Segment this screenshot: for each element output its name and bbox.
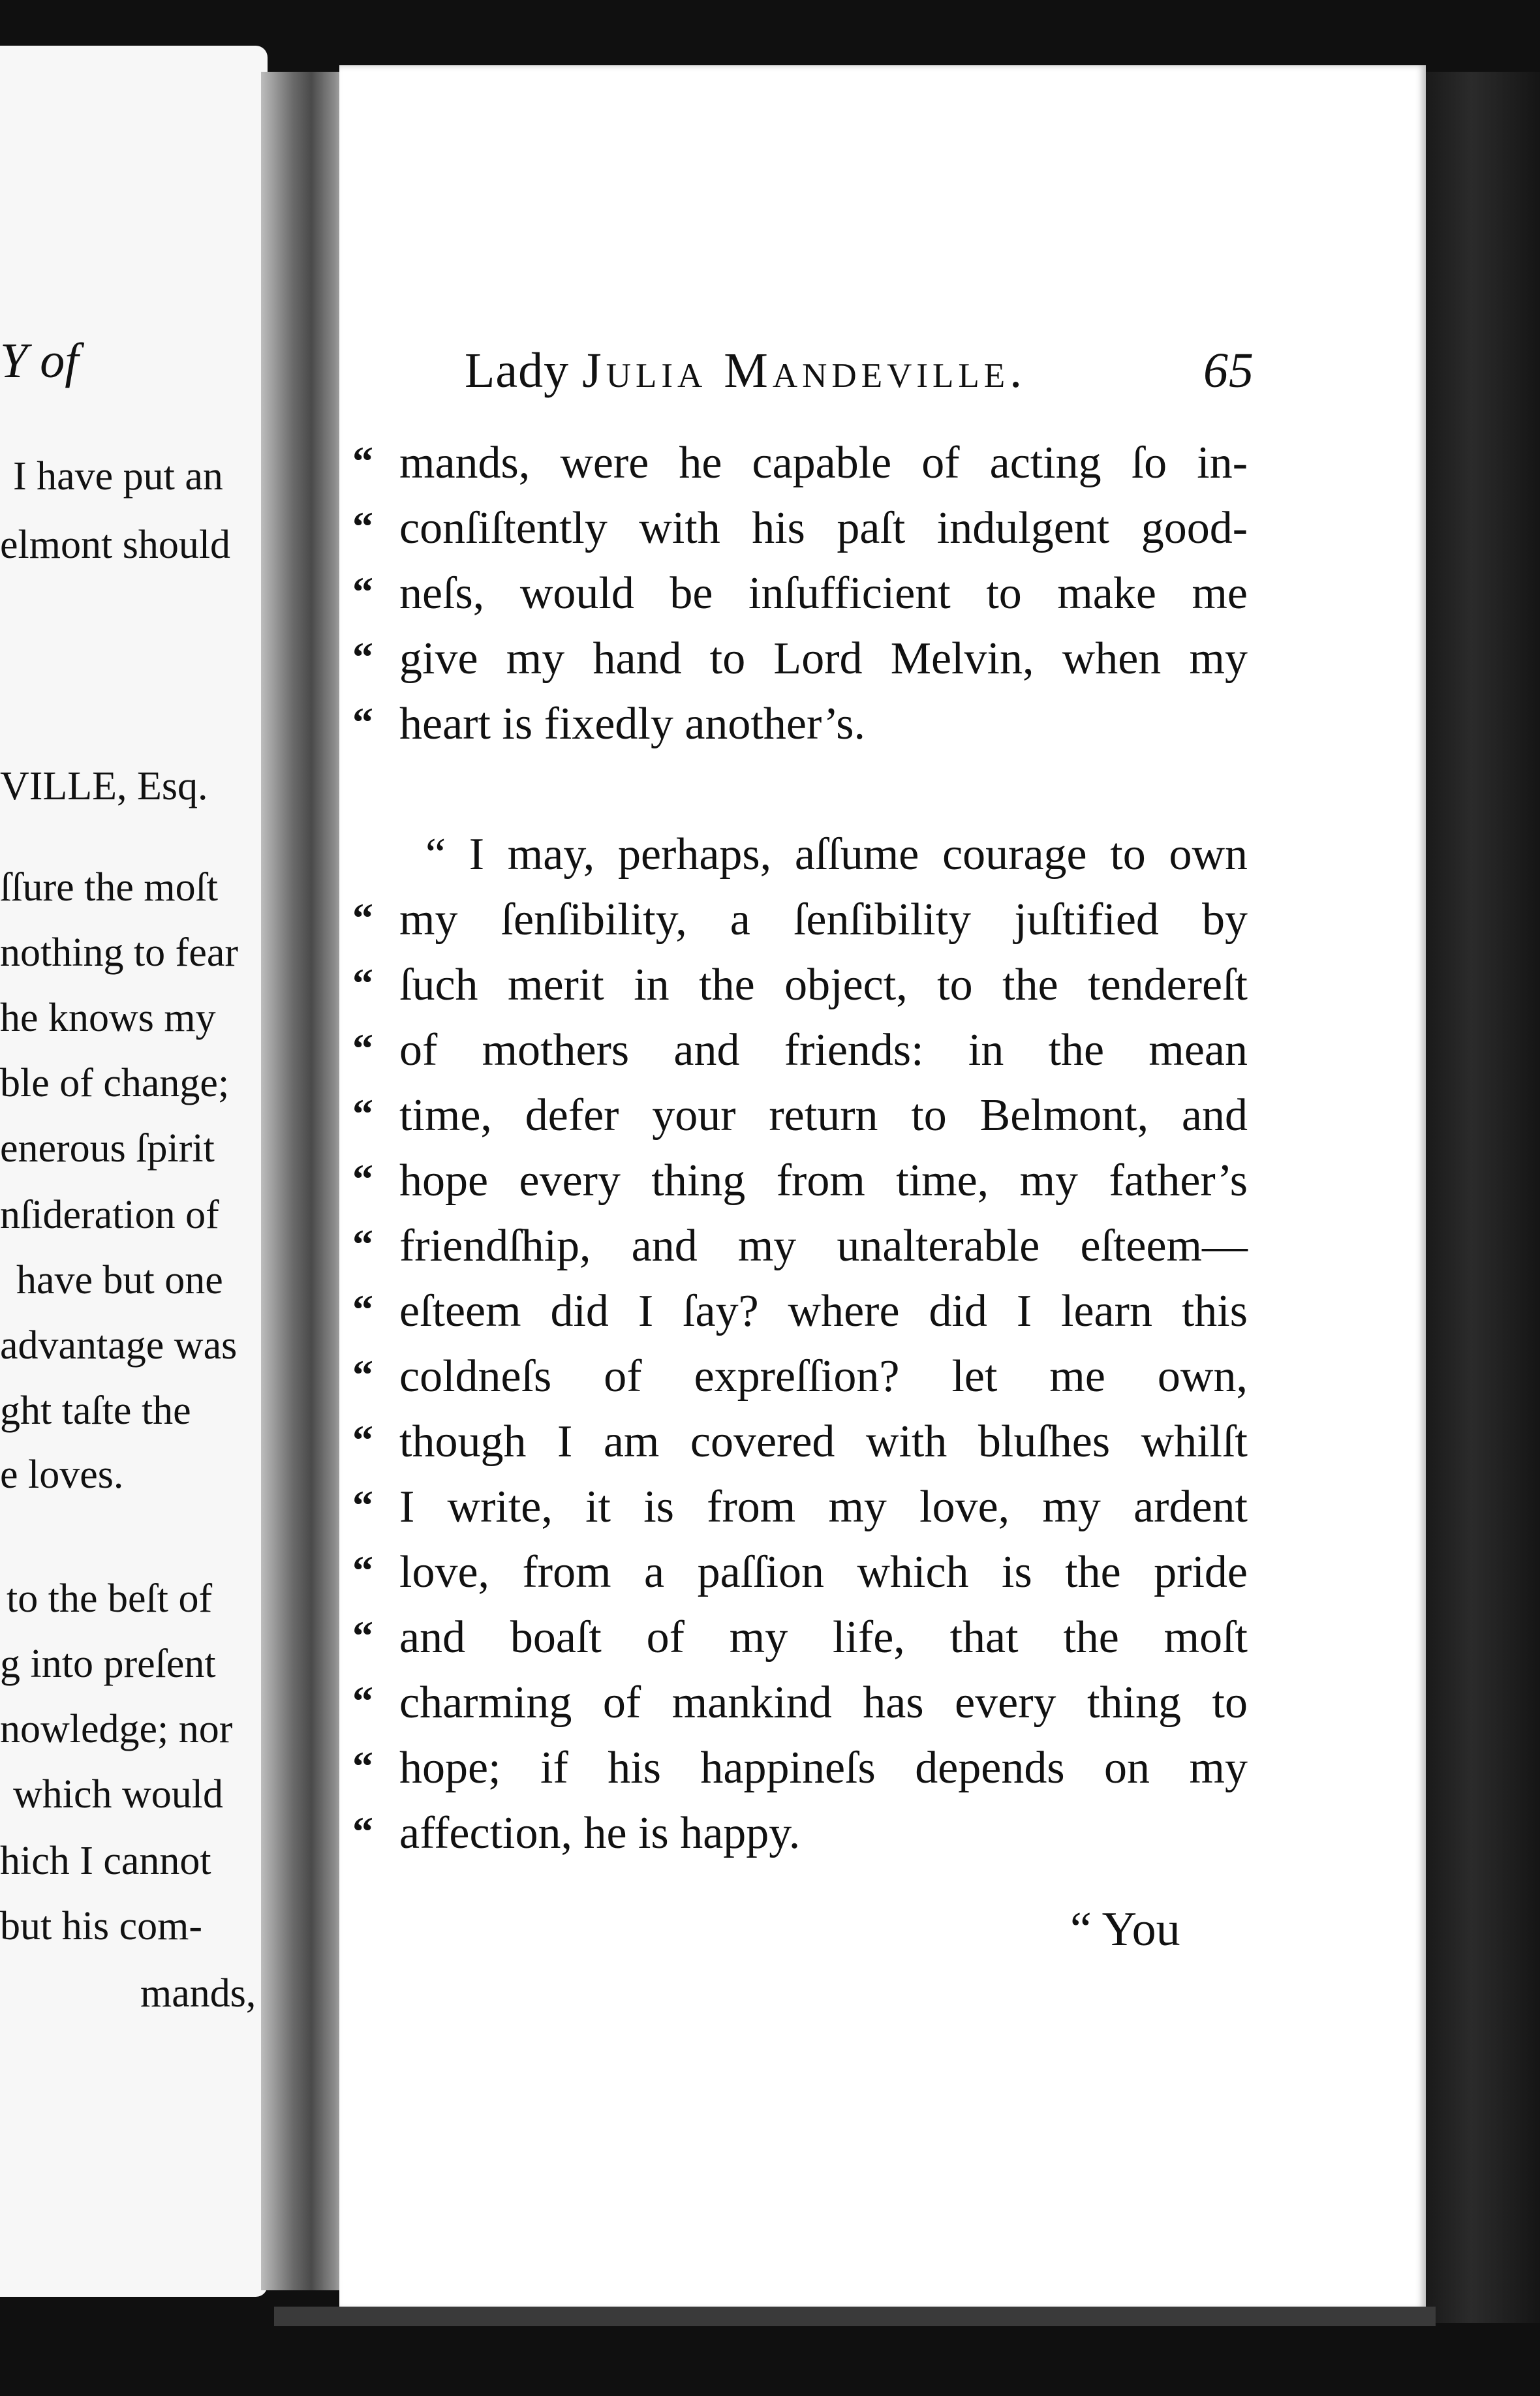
text-line [352,1220,1253,1285]
text-line [352,1285,1253,1351]
line-text: “ I may, perhaps, aſſume courage to own [425,829,1248,880]
text-line [352,437,1253,502]
text-line [352,1416,1253,1481]
line-text: affection, he is happy. [399,1808,801,1858]
text-line [352,1612,1253,1677]
line-text: heart is fixedly another’s. [399,699,866,749]
line-text: love, from a paſſion which is the pride [399,1547,1248,1597]
left-line: nſideration of [0,1193,219,1237]
page-number: 65 [1203,343,1254,398]
text-line [352,959,1253,1024]
line-text: and boaſt of my life, that the moſt [399,1612,1248,1663]
quote-mark: “ [352,1090,373,1137]
line-text: time, defer your return to Belmont, and [399,1090,1248,1141]
line-text: ſuch merit in the object, to the tendereſt [399,960,1248,1010]
line-text: neſs, would be inſufficient to make me [399,568,1248,619]
text-line [352,1481,1253,1546]
catchword: “ You [1070,1903,1180,1956]
line-text: eſteem did I ſay? where did I learn this [399,1286,1248,1336]
quote-mark: “ [352,699,373,745]
left-line: g into preſent [0,1642,216,1686]
line-text: hope; if his happineſs depends on my [399,1743,1248,1793]
quote-mark: “ [352,895,373,941]
left-line: enerous ſpirit [0,1126,215,1171]
left-line: I have put an [13,454,223,499]
line-text: hope every thing from time, my father’s [399,1156,1248,1206]
text-line [352,1351,1253,1416]
text-line [352,1546,1253,1612]
quote-mark: “ [352,1678,373,1724]
text-line [352,698,1253,763]
quote-mark: “ [352,634,373,680]
text-line [352,633,1253,698]
running-header [465,343,1254,399]
quote-mark: “ [352,438,373,484]
text-line [352,1024,1253,1090]
left-line: ght taſte the [0,1389,191,1433]
line-text: conſiſtently with his paſt indulgent good- [399,503,1248,553]
quote-mark: “ [352,1351,373,1398]
left-line: nowledge; nor [0,1707,233,1751]
quote-mark: “ [352,960,373,1006]
text-line [352,502,1253,568]
text-line [352,1742,1253,1807]
left-page [0,46,268,2297]
left-running-title: Y of [0,333,79,388]
quote-mark: “ [352,1612,373,1659]
left-line: elmont should [0,523,231,567]
quote-mark: “ [352,1547,373,1593]
text-line [352,1677,1253,1742]
line-text: mands, were he capable of acting ſo in- [399,438,1248,488]
line-text: friendſhip, and my unalterable eſteem— [399,1221,1248,1271]
left-line: ble of change; [0,1061,230,1105]
page-edge-shadow [1426,72,1540,2323]
running-title-lead: Lady [465,343,583,398]
quote-mark: “ [352,1025,373,1071]
quote-mark: “ [352,1743,373,1789]
left-line: advantage was [0,1323,238,1368]
line-text: my ſenſibility, a ſenſibility juſtified by [399,895,1248,945]
line-text: coldneſs of expreſſion? let me own, [399,1351,1248,1402]
page-bottom-edge [274,2307,1436,2326]
quote-mark: “ [352,568,373,615]
text-line [352,1807,1253,1873]
quote-mark: “ [352,1808,373,1854]
quote-mark: “ [352,1156,373,1202]
left-line: hich I cannot [0,1839,211,1883]
quote-mark: “ [352,1221,373,1267]
text-line [352,568,1253,633]
line-text: though I am covered with bluſhes whilſt [399,1417,1248,1467]
running-title-smallcaps: Julia Mandeville. [582,343,1027,398]
quote-mark: “ [352,1417,373,1463]
line-text: give my hand to Lord Melvin, when my [399,634,1248,684]
left-line: have but one [16,1258,223,1302]
running-title [465,343,1026,399]
left-line: which would [13,1772,224,1817]
book-gutter [261,72,352,2290]
line-text: of mothers and friends: in the mean [399,1025,1248,1075]
text-line [352,894,1253,959]
left-line: to the beſt of [7,1576,213,1621]
left-line: but his com- [0,1904,202,1948]
text-line [352,1090,1253,1155]
text-line [352,1155,1253,1220]
left-line: mands, [140,1971,256,2016]
line-text: charming of mankind has every thing to [399,1678,1248,1728]
left-line: VILLE, Esq. [0,764,208,808]
left-line: e loves. [0,1452,124,1497]
quote-mark: “ [352,1482,373,1528]
left-line: nothing to fear [0,930,239,975]
left-line: ſſure the moſt [0,865,219,910]
quote-mark: “ [352,1286,373,1332]
line-text: I write, it is from my love, my ardent [399,1482,1248,1532]
quote-mark: “ [352,503,373,549]
left-line: he knows my [0,996,216,1040]
text-line [352,829,1253,894]
